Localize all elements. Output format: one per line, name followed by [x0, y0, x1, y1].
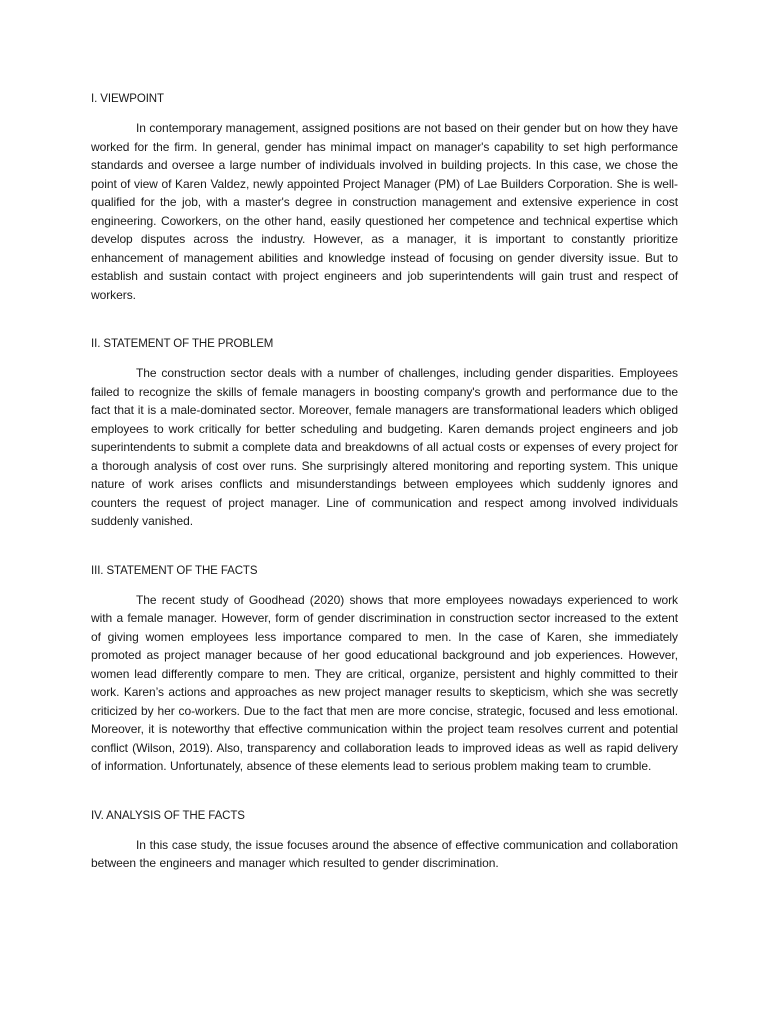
document-page: [91, 90, 678, 873]
section-heading: III. STATEMENT OF THE FACTS: [91, 564, 258, 577]
section-heading: II. STATEMENT OF THE PROBLEM: [91, 338, 274, 350]
section-viewpoint: [91, 90, 678, 304]
section-paragraph: The construction sector deals with a number of challenges, including gender disparities. Employees failed to recognize the skills of female managers in boosting company's growth and performance due to the fact that it is a male-dominated sector. Moreover, female managers are transformational leaders which obliged employees to work critically for better scheduling and budgeting. Karen demands project engineers and job superintendents to submit a complete data and breakdowns of all actual costs or expenses of every project for a thorough analysis of cost over runs. She surprisingly altered monitoring and reporting system. This unique nature of work arises conflicts and misunderstandings between employees which suddenly ignores and counters the request of project manager. Line of communication and respect among involved individuals suddenly vanished.: [91, 366, 678, 528]
section-paragraph: In contemporary management, assigned positions are not based on their gender but on how they have worked for the firm. In general, gender has minimal impact on manager's capability to set high performance standards and oversee a large number of individuals involved in building projects. In this case, we chose the point of view of Karen Valdez, newly appointed Project Manager (PM) of Lae Builders Corporation. She is well-qualified for the job, with a master's degree in construction management and extensive experience in cost engineering. Coworkers, on the other hand, easily questioned her competence and technical expertise which develop disputes across the industry. However, as a manager, it is important to constantly prioritize enhancement of management abilities and knowledge instead of focusing on gender diversity issue. But to establish and sustain contact with project engineers and job superintendents will gain trust and respect of workers.: [91, 121, 678, 302]
section-paragraph: The recent study of Goodhead (2020) shows that more employees nowadays experienced to work with a female manager. However, form of gender discrimination in construction sector increased to the extent of giving women employees less importance compared to men. In the case of Karen, she immediately promoted as project manager because of her good educational background and job experiences. However, women lead differently compare to men. They are critical, organize, persistent and highly committed to their work. Karen’s actions and approaches as new project manager results to skepticism, which she was secretly criticized by her co-workers. Due to the fact that men are more concise, strategic, focused and less emotional. Moreover, it is noteworthy that effective communication within the project team resolves current and potential conflict (Wilson, 2019). Also, transparency and collaboration leads to improved ideas as well as rapid delivery of information. Unfortunately, absence of these elements lead to serious problem making team to crumble.: [91, 592, 678, 773]
section-analysis-of-facts: [91, 807, 678, 873]
section-statement-of-facts: [91, 562, 678, 776]
section-heading: I. VIEWPOINT: [91, 93, 164, 105]
section-paragraph: In this case study, the issue focuses around the absence of effective communication and collaboration between the engineers and manager which resulted to gender discrimination.: [91, 837, 678, 870]
section-heading: IV. ANALYSIS OF THE FACTS: [91, 809, 245, 822]
section-statement-of-problem: [91, 335, 678, 531]
